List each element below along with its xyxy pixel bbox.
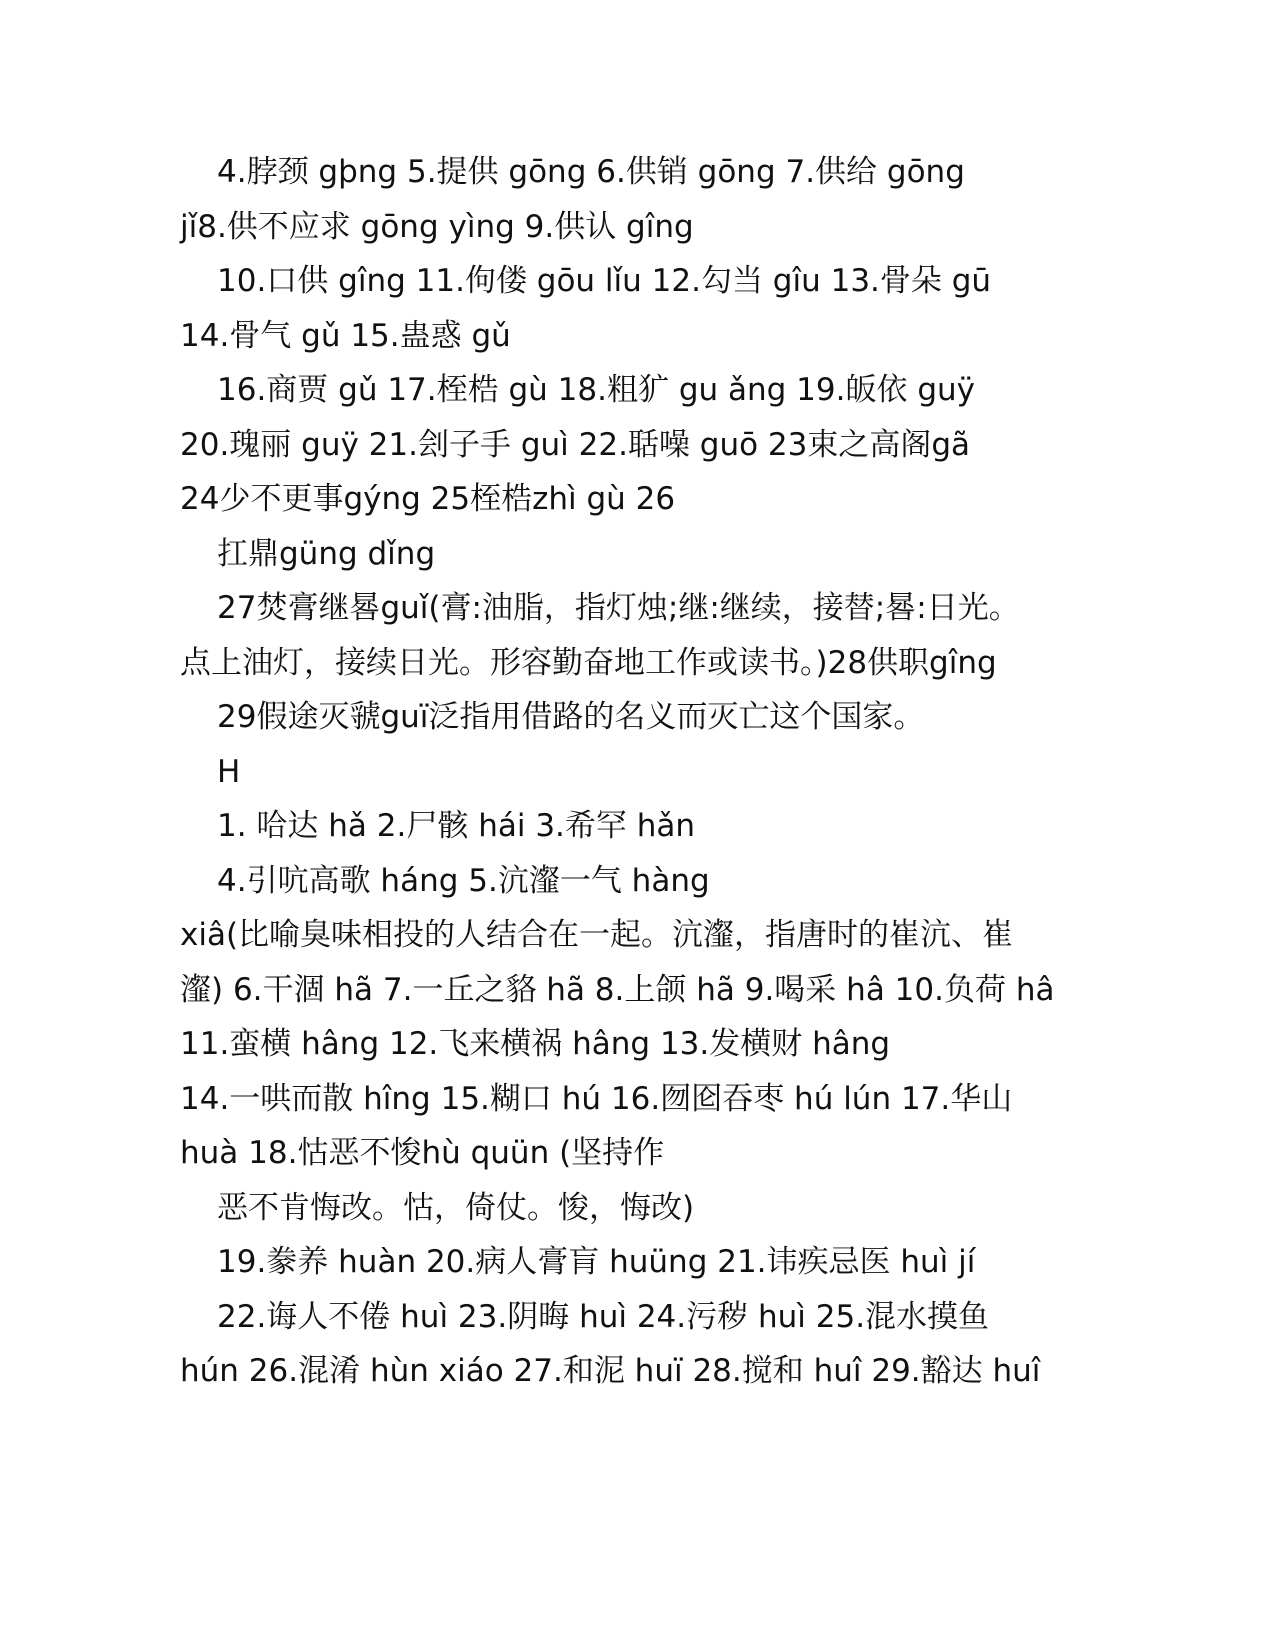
paragraph <box>180 799 1040 854</box>
text-line: jǐ8.供不应求 gōng yìng 9.供认 gîng <box>180 208 694 245</box>
text-line: hún 26.混淆 hùn xiáo 27.和泥 huï 28.搅和 huî 29.豁达 huî <box>180 1353 1041 1389</box>
text-line: 4.引吭高歌 háng 5.沆瀣一气 hàng <box>217 862 710 899</box>
section-heading <box>180 745 1040 800</box>
text-line: 4.脖颈 gþng 5.提供 gōng 6.供销 gōng 7.供给 gōng <box>217 154 965 190</box>
text-line: xiâ(比喻臭味相投的人结合在一起。沆瀣，指唐时的崔沆、崔 <box>180 917 1014 953</box>
paragraph <box>180 1235 1040 1290</box>
text-line: huà 18.怙恶不悛hù quün (坚持作 <box>180 1135 665 1171</box>
text-line: 22.诲人不倦 huì 23.阴晦 huì 24.污秽 huì 25.混水摸鱼 <box>217 1298 990 1335</box>
text-line: 16.商贾 gǔ 17.桎梏 gù 18.粗犷 gu ǎng 19.皈依 guÿ <box>217 372 976 408</box>
text-line: 10.口供 gîng 11.佝偻 gōu lǐu 12.勾当 gîu 13.骨朵 gū <box>217 263 992 299</box>
paragraph <box>180 1181 1040 1236</box>
text-line: 27焚膏继晷guǐ(膏:油脂，指灯烛;继:继续，接替;晷:日光。 <box>217 590 1020 626</box>
text-line: 扛鼎güng dǐng <box>217 535 436 572</box>
paragraph <box>180 690 1040 745</box>
paragraph <box>180 527 1040 582</box>
text-line: 29假途灭虢guï泛指用借路的名义而灭亡这个国家。 <box>217 699 925 735</box>
text-line: 11.蛮横 hâng 12.飞来横祸 hâng 13.发横财 hâng <box>180 1026 891 1062</box>
text-line: 14.骨气 gǔ 15.蛊惑 gǔ <box>180 317 511 354</box>
section-letter: H <box>217 753 241 790</box>
text-line: 恶不肯悔改。怙，倚仗。悛，悔改) <box>217 1189 695 1226</box>
text-line: 瀣) 6.干涸 hã 7.一丘之貉 hã 8.上颌 hã 9.喝采 hâ 10.负荷 hâ <box>180 971 1055 1008</box>
paragraph <box>180 581 1040 690</box>
text-line: 1. 哈达 hǎ 2.尸骸 hái 3.希罕 hǎn <box>217 808 696 844</box>
paragraph <box>180 254 1040 363</box>
document-page <box>180 145 1055 1399</box>
text-line: 14.一哄而散 hîng 15.糊口 hú 16.囫囵吞枣 hú lún 17.华山 <box>180 1080 1013 1117</box>
paragraph <box>180 145 1040 254</box>
text-line: 20.瑰丽 guÿ 21.刽子手 guì 22.聒噪 guō 23束之高阁gã <box>180 426 971 463</box>
paragraph <box>180 1290 1040 1399</box>
text-line: 19.豢养 huàn 20.病人膏肓 huüng 21.讳疾忌医 huì jí <box>217 1244 976 1280</box>
paragraph <box>180 854 1055 1181</box>
text-line: 点上油灯，接续日光。形容勤奋地工作或读书。)28供职gîng <box>180 644 997 681</box>
text-line: 24少不更事gýng 25桎梏zhì gù 26 <box>180 481 676 517</box>
paragraph <box>180 363 1040 527</box>
